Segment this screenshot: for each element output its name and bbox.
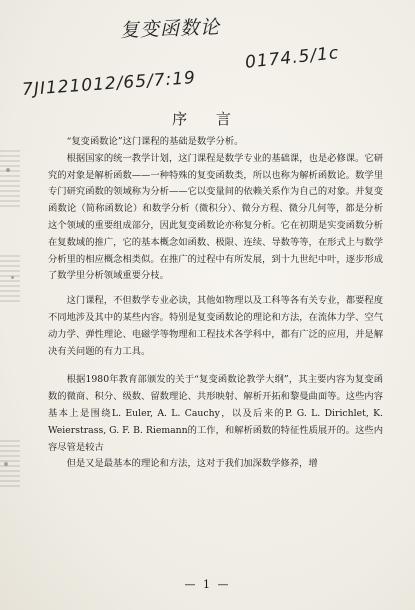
handwritten-title: 复变函数论 (119, 16, 221, 42)
paragraph-3: 这门课程，不但数学专业必读，其他如物理以及工科等各有关专业，都要程度不同地涉及其中的某些内容。特别是复变函数论的理论和方法，在流体力学、空气动力学、弹性理论、电磁学等物理和工程技术各学科中，都有广泛的应用，并是解决有关问题的有力工具。 (48, 295, 383, 357)
page-number: — 1 — (184, 578, 231, 591)
scan-edge-mark (0, 440, 20, 490)
handwritten-call-number: 7JI121012/65/7:19 (21, 67, 197, 101)
preface-title: 序 言 (172, 110, 243, 128)
scan-speck (4, 462, 8, 466)
paragraph-2: 根据国家的统一教学计划，这门课程是数学专业的基础课，也是必修课。它研究的对象是解析函数——一种特殊的复变函数类，所以也称为解析函数论。数学里专门研究函数的领域称为分析——它以变量间的依赖关系作为自己的对象。并复变函数论（简称函数论）和数学分析（微积分）、微分方程、微分几何等，都是分析这个领域的重要组成部分，因此复变函数论亦称复分析。它在初期是实变函数分析在复数域的推广，它的基本概念如函数、极限、连续、导数等等，在形式上与数学分析里的相应概念相类似。在推广的过程中有所发展，到十九世纪中叶，逐步形成了数学里分析领域重要分枝。 (48, 152, 383, 282)
scan-edge-mark (0, 255, 20, 305)
handwritten-record-number: 0174.5/1c (244, 43, 341, 73)
scan-speck (11, 276, 14, 279)
paragraph-4: 根据1980年教育部颁发的关于“复变函数论教学大纲”，其主要内容为复变函数的微商、积分、级数、留数理论、共形映射、解析开拓和黎曼曲面等。这些内容基本上是围绕L. Euler, A. L. Cauchy，以及后来的P. G. L. Dirichlet, K. Weierstrass, G. F. B. Riemann的工作，和解析函数的特征性质展开的。这些内容尽管是较古 (48, 374, 383, 453)
scan-edge-mark (0, 150, 20, 210)
paragraph-1: “复变函数论”这门课程的基础是数学分析。 (66, 136, 244, 147)
preface-body (48, 134, 383, 473)
paragraph-5: 但是又是最基本的理论和方法，这对于我们加深数学修养，增 (66, 458, 318, 470)
scan-speck (6, 168, 10, 172)
